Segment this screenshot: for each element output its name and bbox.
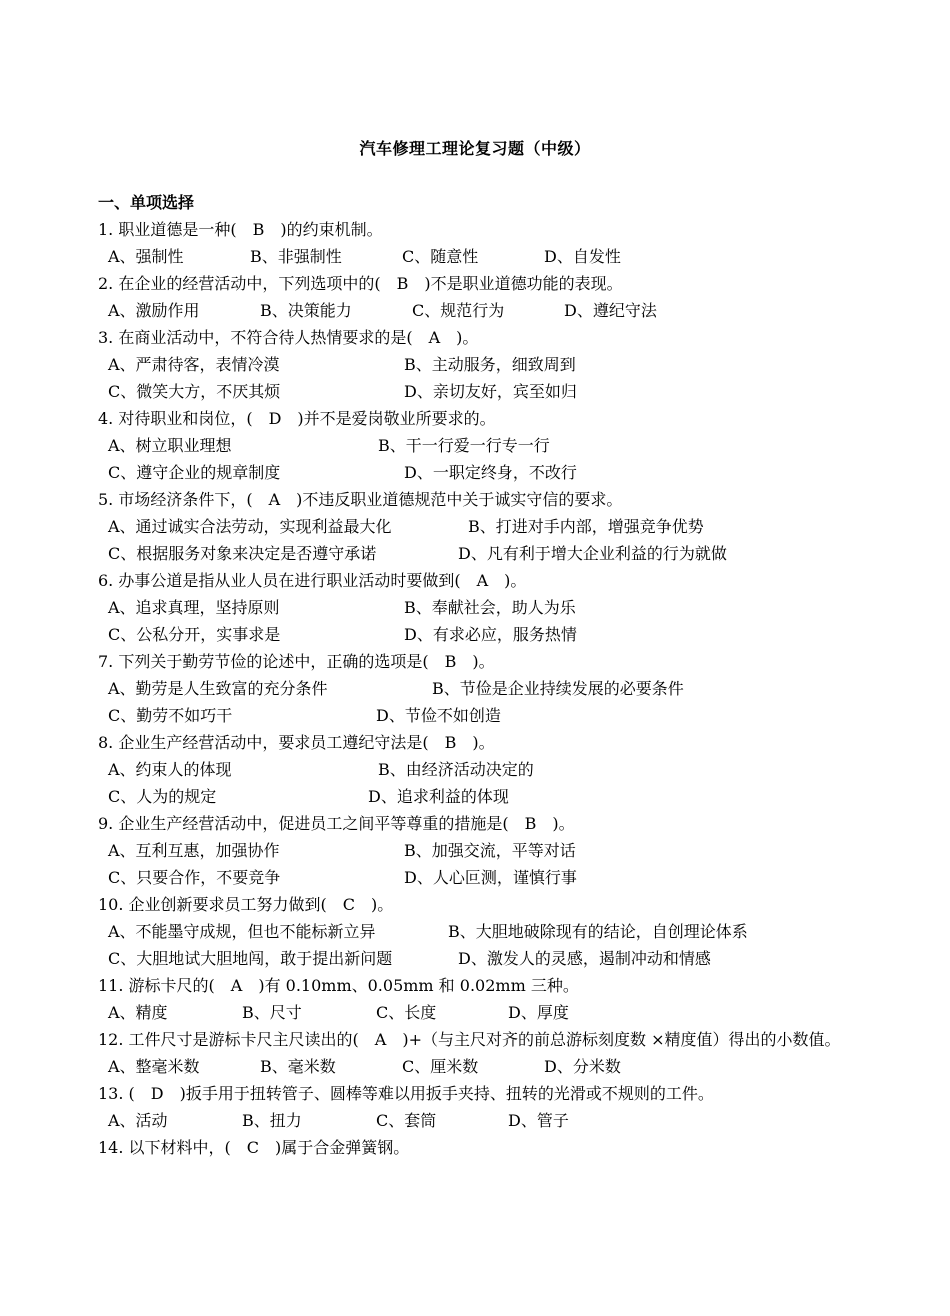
question-5-options-row2 — [98, 540, 878, 567]
question-9-options-row1 — [98, 837, 878, 864]
option-b: B、尺寸 — [242, 1003, 302, 1022]
option-d: D、人心叵测，谨慎行事 — [404, 868, 577, 887]
option-a: A、激励作用 — [108, 301, 200, 320]
option-a: A、不能墨守成规，但也不能标新立异 — [108, 922, 376, 941]
option-c: C、根据服务对象来决定是否遵守承诺 — [108, 544, 377, 563]
option-d: D、亲切友好，宾至如归 — [404, 382, 577, 401]
option-a: A、严肃待客，表情冷漠 — [108, 355, 280, 374]
question-14-stem: 14. 以下材料中，( C )属于合金弹簧钢。 — [98, 1138, 410, 1157]
option-d: D、管子 — [508, 1111, 569, 1130]
option-a: A、整毫米数 — [108, 1057, 200, 1076]
option-c: C、长度 — [376, 1003, 437, 1022]
option-a: A、勤劳是人生致富的充分条件 — [108, 679, 328, 698]
question-3-options-row2 — [98, 378, 878, 405]
question-1-stem: 1. 职业道德是一种( B )的约束机制。 — [98, 220, 383, 239]
option-b: B、节俭是企业持续发展的必要条件 — [432, 679, 684, 698]
question-10-options-row1 — [98, 918, 878, 945]
question-7-options-row1 — [98, 675, 878, 702]
question-4-options-row1 — [98, 432, 878, 459]
question-9-options-row2 — [98, 864, 878, 891]
option-b: B、由经济活动决定的 — [378, 760, 534, 779]
question-13-options — [98, 1107, 878, 1134]
question-2-stem: 2. 在企业的经营活动中，下列选项中的( B )不是职业道德功能的表现。 — [98, 274, 623, 293]
option-b: B、毫米数 — [260, 1057, 336, 1076]
option-d: D、节俭不如创造 — [376, 706, 501, 725]
question-2-options — [98, 297, 878, 324]
option-a: A、强制性 — [108, 247, 184, 266]
question-8-stem: 8. 企业生产经营活动中，要求员工遵纪守法是( B )。 — [98, 733, 495, 752]
option-c: C、微笑大方，不厌其烦 — [108, 382, 281, 401]
option-c: C、公私分开，实事求是 — [108, 625, 281, 644]
question-6-options-row1 — [98, 594, 878, 621]
question-1-options — [98, 243, 878, 270]
option-d: D、激发人的灵感，遏制冲动和情感 — [458, 949, 711, 968]
option-d: D、凡有利于增大企业利益的行为就做 — [458, 544, 727, 563]
option-b: B、主动服务，细致周到 — [404, 355, 576, 374]
question-8-options-row1 — [98, 756, 878, 783]
option-c: C、人为的规定 — [108, 787, 217, 806]
option-c: C、大胆地试大胆地闯，敢于提出新问题 — [108, 949, 393, 968]
option-a: A、精度 — [108, 1003, 168, 1022]
option-a: A、通过诚实合法劳动，实现利益最大化 — [108, 517, 392, 536]
option-c: C、规范行为 — [412, 301, 505, 320]
option-b: B、干一行爱一行专一行 — [378, 436, 550, 455]
option-a: A、追求真理，坚持原则 — [108, 598, 280, 617]
option-a: A、活动 — [108, 1111, 168, 1130]
question-5-stem: 5. 市场经济条件下，( A )不违反职业道德规范中关于诚实守信的要求。 — [98, 490, 623, 509]
option-d: D、有求必应，服务热情 — [404, 625, 577, 644]
question-7-stem: 7. 下列关于勤劳节俭的论述中，正确的选项是( B )。 — [98, 652, 495, 671]
option-d: D、一职定终身，不改行 — [404, 463, 577, 482]
option-b: B、大胆地破除现有的结论，自创理论体系 — [448, 922, 748, 941]
option-d: D、厚度 — [508, 1003, 569, 1022]
question-3-stem: 3. 在商业活动中，不符合待人热情要求的是( A )。 — [98, 328, 479, 347]
question-4-options-row2 — [98, 459, 878, 486]
option-c: C、厘米数 — [402, 1057, 479, 1076]
question-12-stem: 12. 工件尺寸是游标卡尺主尺读出的( A )+（与主尺对齐的前总游标刻度数 ×精度值）得出的小数值。 — [98, 1030, 841, 1049]
option-c: C、套筒 — [376, 1111, 437, 1130]
option-c: C、只要合作，不要竞争 — [108, 868, 281, 887]
option-c: C、勤劳不如巧干 — [108, 706, 233, 725]
option-a: A、约束人的体现 — [108, 760, 232, 779]
question-10-options-row2 — [98, 945, 878, 972]
option-b: B、加强交流，平等对话 — [404, 841, 576, 860]
question-5-options-row1 — [98, 513, 878, 540]
option-b: B、扭力 — [242, 1111, 302, 1130]
question-11-options — [98, 999, 878, 1026]
section-heading: 一、单项选择 — [98, 193, 195, 212]
question-4-stem: 4. 对待职业和岗位，( D )并不是爱岗敬业所要求的。 — [98, 409, 496, 428]
document-title: 汽车修理工理论复习题（中级） — [359, 139, 591, 158]
question-11-stem: 11. 游标卡尺的( A )有 0.10mm、0.05mm 和 0.02mm 三种。 — [98, 976, 579, 995]
question-10-stem: 10. 企业创新要求员工努力做到( C )。 — [98, 895, 394, 914]
option-b: B、奉献社会，助人为乐 — [404, 598, 576, 617]
option-c: C、随意性 — [402, 247, 479, 266]
option-a: A、树立职业理想 — [108, 436, 232, 455]
question-8-options-row2 — [98, 783, 878, 810]
option-d: D、自发性 — [544, 247, 621, 266]
question-6-stem: 6. 办事公道是指从业人员在进行职业活动时要做到( A )。 — [98, 571, 527, 590]
question-13-stem: 13. ( D )扳手用于扭转管子、圆棒等难以用扳手夹持、扭转的光滑或不规则的工件。 — [98, 1084, 714, 1103]
option-d: D、追求利益的体现 — [368, 787, 509, 806]
question-7-options-row2 — [98, 702, 878, 729]
question-9-stem: 9. 企业生产经营活动中，促进员工之间平等尊重的措施是( B )。 — [98, 814, 575, 833]
option-b: B、非强制性 — [250, 247, 342, 266]
option-d: D、遵纪守法 — [564, 301, 657, 320]
question-6-options-row2 — [98, 621, 878, 648]
option-b: B、决策能力 — [260, 301, 352, 320]
question-list — [98, 216, 878, 1161]
option-a: A、互利互惠，加强协作 — [108, 841, 280, 860]
question-12-options — [98, 1053, 878, 1080]
option-b: B、打进对手内部，增强竞争优势 — [468, 517, 704, 536]
option-c: C、遵守企业的规章制度 — [108, 463, 281, 482]
option-d: D、分米数 — [544, 1057, 621, 1076]
question-3-options-row1 — [98, 351, 878, 378]
